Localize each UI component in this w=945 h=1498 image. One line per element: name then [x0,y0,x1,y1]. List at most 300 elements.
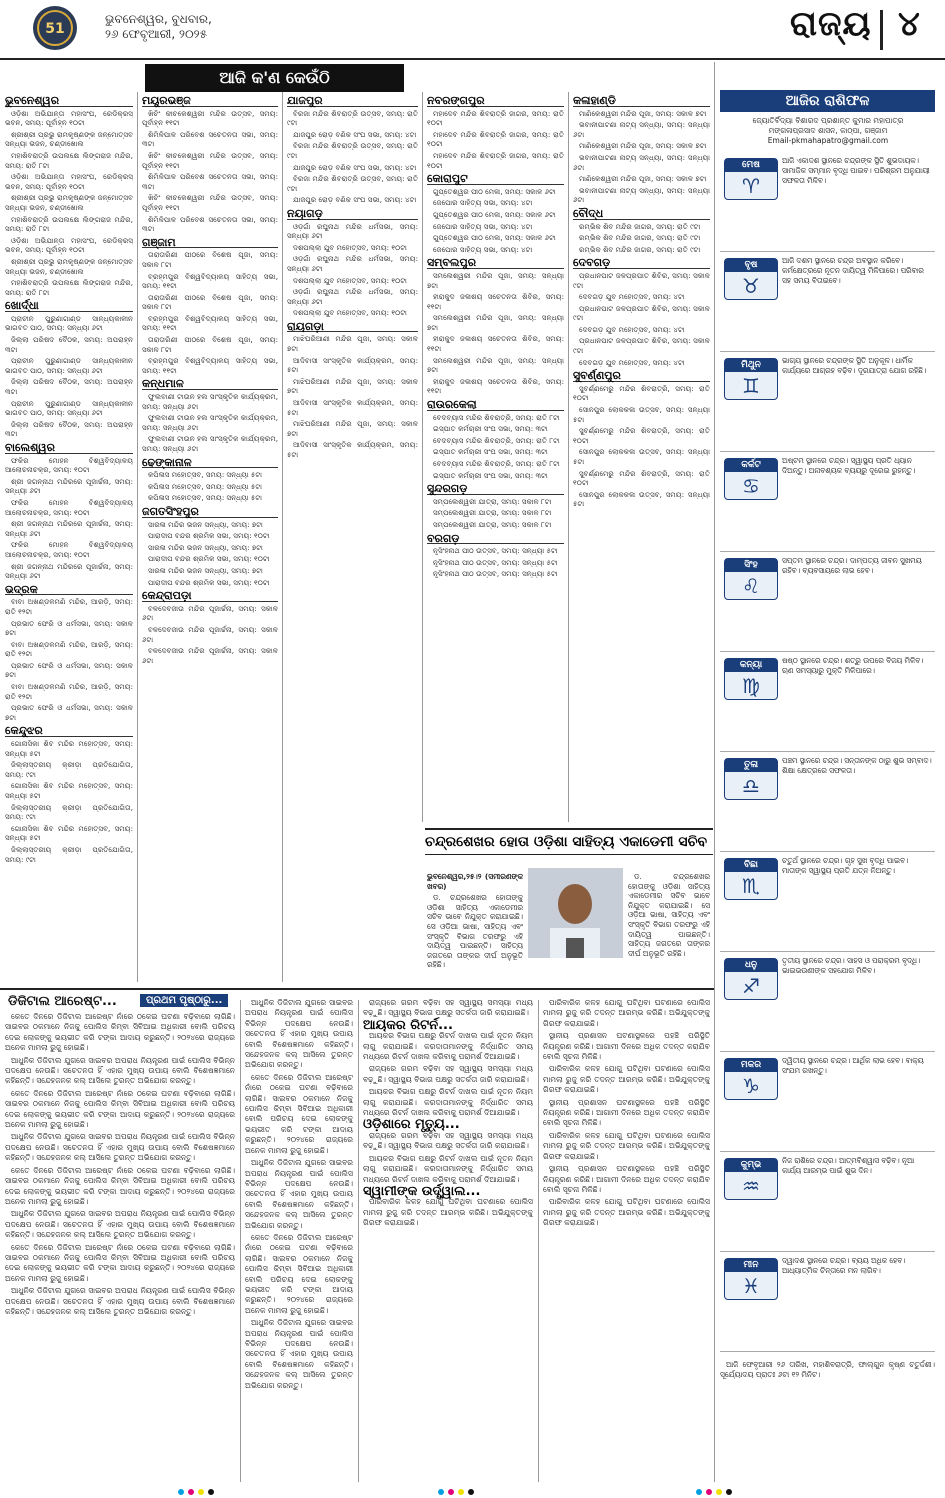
event-item: ବେଦବ୍ୟାସ ମନ୍ଦିର ଶିବରାତ୍ରି, ସମୟ: ରାତି ୮ଟା [433,435,560,445]
event-item: ମହାଦେବ ମନ୍ଦିର ଶିବରାତ୍ରି ଜାଗର, ସମୟ: ରାତି ୧୦ଟା [427,150,564,170]
event-item: ଗୋନାସିକା ଶିବ ମନ୍ଦିର ମହୋତ୍ସବ, ସମୟ: ସନ୍ଧ୍ୟା ୫ଟା [5,823,133,843]
rashi-prediction: ଆଜି ଦଶମ ସ୍ଥାନରେ ଚନ୍ଦ୍ର ଅବସ୍ଥାନ କରିବେ। କର୍ମକ୍ଷେତ୍ରରେ ନୂତନ ଦାୟିତ୍ୱ ମିଳିପାରେ। ପରିବାର ସହ ସମୟ ବିତାଇବେ। [782,256,924,285]
event-item: ଇସ୍ପାତ କର୍ମଚାରୀ ସଂଘ ସଭା, ସମୟ: ୩ଟା [433,447,548,457]
cyan-mark [178,1489,184,1495]
bottom-paragraph: କେତେ ଦିନରେ ଡିଜିଟାଲ ଆରେଷ୍ଟ ନାଁରେ ଠକେଇ ଘଟଣା ବଢ଼ିବାରେ ଲାଗିଛି। ସାଇବର ଠକମାନେ ନିଜକୁ ପୋଲିସ କିମ୍ବା ସିବିଆଇ ଅଧିକାରୀ ବୋଲି ପରିଚୟ ଦେଇ ଲୋକଙ୍କୁ ଭୟଭୀତ କରି ଟଙ୍କା ଆଦାୟ କରୁଛନ୍ତି। ୨୦୨୪ରେ ରାଜ୍ୟରେ ଅନେକ ମାମଲା ରୁଜୁ ହୋଇଛି। [5,1242,235,1283]
event-item: ପ୍ରଭାତ ଫେରି ଓ ଧର୍ମସଭା, ସମୟ: ସକାଳ ୭ଟା [5,703,133,722]
zodiac-glyph-icon: ♐ [742,974,760,998]
subheading-husband: ସ୍ୱାମୀଙ୍କ ଉର୍ଦ୍ଧ୍ୱାଲ... [363,1183,481,1199]
bottom-paragraph: କେତେ ଦିନରେ ଡିଜିଟାଲ ଆରେଷ୍ଟ ନାଁରେ ଠକେଇ ଘଟଣା ବଢ଼ିବାରେ ଲାଗିଛି। ସାଇବର ଠକମାନେ ନିଜକୁ ପୋଲିସ କିମ୍ବା ସିବିଆଇ ଅଧିକାରୀ ବୋଲି ପରିଚୟ ଦେଇ ଲୋକଙ୍କୁ ଭୟଭୀତ କରି ଟଙ୍କା ଆଦାୟ କରୁଛନ୍ତି। ୨୦୨୪ରେ ରାଜ୍ୟରେ ଅନେକ ମାମଲା ରୁଜୁ ହୋଇଛି। [245,1072,353,1155]
event-item: ବ୍ରହ୍ମପୁର ବିଶ୍ୱବିଦ୍ୟାଳୟ ସାହିତ୍ୟ ସଭା, ସମୟ: ୧୧ଟା [142,313,278,333]
zodiac-icon [724,858,778,900]
rashi-prediction: ଦ୍ୱିତୀୟ ସ୍ଥାନରେ ଚନ୍ଦ୍ର। ଆର୍ଥିକ ଲାଭ ହେବ। ବାକ୍ୟ ସଂଯମ ରଖନ୍ତୁ। [782,1056,924,1075]
event-item: ଫକିର ମୋହନ ବିଶ୍ୱବିଦ୍ୟାଳୟ ଆଲୋଚନାଚକ୍ର, ସମୟ: ୧୦ଟା [5,497,133,517]
district-heading: କନ୍ଧମାଳ [142,379,278,390]
event-item: ଆଦିବାସୀ ସାଂସ୍କୃତିକ କାର୍ଯ୍ୟକ୍ରମ, ସମୟ: ୫ଟା [287,355,418,375]
title-divider [880,10,883,50]
district-heading: ସୁବର୍ଣ୍ଣପୁର [573,371,710,382]
rashi-prediction: ନିଜ ରାଶିରେ ଚନ୍ଦ୍ର। ଆତ୍ମବିଶ୍ୱାସ ବଢ଼ିବ। ନୂଆ କାର୍ଯ୍ୟ ଆରମ୍ଭ ପାଇଁ ଶୁଭ ଦିନ। [782,1156,915,1175]
bottom-paragraph: ପାରିବାରିକ କଳହ ଯୋଗୁ ଘଟିଥିବା ଘଟଣାରେ ପୋଲିସ ମାମଲା ରୁଜୁ କରି ତଦନ୍ତ ଆରମ୍ଭ କରିଛି। ଅଭିଯୁକ୍ତଙ୍କୁ ଗିରଫ କରାଯାଇଛି। [363,1197,533,1228]
rashi-prediction: ଦ୍ୱାଦଶ ସ୍ଥାନରେ ଚନ୍ଦ୍ର। ବ୍ୟୟ ଅଧିକ ହେବ। ଆଧ୍ୟାତ୍ମିକ ଚିନ୍ତାରେ ମନ ଲାଗିବ। [782,1256,906,1275]
event-item: ଭବାନୀପାଟଣା ନାଟ୍ୟ ସନ୍ଧ୍ୟା, ସମୟ: ସନ୍ଧ୍ୟା ୬ଟା [573,152,710,172]
event-item: ସାରଳା ମନ୍ଦିର ଭଜନ ସନ୍ଧ୍ୟା, ସମୟ: ୭ଟା [148,519,263,529]
event-item: ଜେପୋର ସାହିତ୍ୟ ସଭା, ସମୟ: ୪ଟା [433,221,533,231]
rashi-name: ମିଥୁନ [725,359,777,372]
astrologer-address: ମଙ୍ଗଳାପ୍ରସାଦ ଶାସନ, କାଠ୍ପା, ଗଞ୍ଜାମ [768,126,888,135]
rashi-prediction: ଷଷ୍ଠ ସ୍ଥାନରେ ଚନ୍ଦ୍ର। ଶତ୍ରୁ ଉପରେ ବିଜୟ ମିଳିବ। ଋଣ ସମସ୍ୟାରୁ ମୁକ୍ତି ମିଳିପାରେ। [782,656,924,675]
event-item: ଯାଜପୁର ରୋଡ଼ ବଣିକ ସଂଘ ସଭା, ସମୟ: ୪ଟା [293,195,417,205]
event-item: ଗୋନାସିକା ଶିବ ମନ୍ଦିର ମହୋତ୍ସବ, ସମୟ: ସନ୍ଧ୍ୟା ୫ଟା [5,781,133,800]
rashi-prediction: ଆଜି ଏକାଦଶ ସ୍ଥାନରେ ଚନ୍ଦ୍ରଙ୍କ ସ୍ଥିତି ଶୁଭଦାୟକ। ସାମାଜିକ ସମ୍ମାନ ବୃଦ୍ଧି ପାଇବ। ପରିଶ୍ରମ ଅନୁଯାୟୀ ସଫଳତା ମିଳିବ। [782,156,930,185]
event-item: ପାରାଦୀପ ବନ୍ଦର ଶ୍ରମିକ ସଭା, ସମୟ: ୧୦ଟା [148,554,270,564]
astrologer-info [722,116,934,146]
event-item: ଦଶପଲ୍ଲା ଯୁବ ମହୋତ୍ସବ, ସମୟ: ୧୦ଟା [293,242,407,252]
column-rule [358,1000,359,1482]
event-item: ପ୍ରଧାନପାଟ ଜଳପ୍ରପାତ ଶିବିର, ସମୟ: ସକାଳ ୯ଟା [573,303,710,323]
district-heading: ଗଞ୍ଜାମ [142,238,278,249]
zodiac-icon [724,458,778,500]
district-heading: ବରଗଡ଼ [427,534,564,545]
column-rule [568,92,569,822]
rashi-block [720,354,935,450]
event-item: ମହାଶିବରାତ୍ରି ଉପଲକ୍ଷେ ଲିଙ୍ଗରାଜ ମନ୍ଦିର, ସମୟ: ରାତି ୮ଟା [5,278,133,297]
issue-date [105,12,212,42]
event-item: ବ୍ରହ୍ମପୁର ବିଶ୍ୱବିଦ୍ୟାଳୟ ସାହିତ୍ୟ ସଭା, ସମୟ: ୧୧ଟା [142,271,278,291]
event-item: ମାଣିକେଶ୍ୱରୀ ମନ୍ଦିର ପୂଜା, ସମୟ: ସକାଳ ୭ଟା [579,141,707,151]
event-item: ରମ୍ଭିକ ଶିବ ମନ୍ଦିର ଜାଗର, ସମୟ: ରାତି ୯ଟା [579,233,701,243]
magenta-mark [448,1489,454,1495]
event-item: ମହାଶିବରାତ୍ରି ଉପଲକ୍ଷେ ଲିଙ୍ଗରାଜ ମନ୍ଦିର, ସମୟ: ରାତି ୮ଟା [5,214,133,234]
rashi-block [720,454,935,550]
black-mark [468,1489,474,1495]
event-item: ଦଶପଲ୍ଲା ଯୁବ ମହୋତ୍ସବ, ସମୟ: ୧୦ଟା [293,275,407,285]
rashi-divider [720,1051,935,1052]
event-item: ବଳଦେବଜୀଉ ମନ୍ଦିର ପୂଜାର୍ଚ୍ଚନା, ସମୟ: ସକାଳ ୬ଟା [142,646,278,665]
event-item: ଜିଲ୍ଲାସ୍ତରୀୟ କ୍ରୀଡ଼ା ପ୍ରତିଯୋଗିତା, ସମୟ: ୯ଟା [5,844,133,864]
bottom-paragraph: ପାରିବାରିକ କଳହ ଯୋଗୁ ଘଟିଥିବା ଘଟଣାରେ ପୋଲିସ ମାମଲା ରୁଜୁ କରି ତଦନ୍ତ ଆରମ୍ଭ କରିଛି। ଅଭିଯୁକ୍ତଙ୍କୁ ଗିରଫ କରାଯାଇଛି। [543,998,710,1028]
event-item: ମହାଦେବ ମନ୍ଦିର ଶିବରାତ୍ରି ଜାଗର, ସମୟ: ରାତି ୧୦ଟା [427,129,564,149]
subheading-income-tax: ଆୟକର ରିଟର୍ନ... [363,1017,453,1033]
event-item: ମହାଦେବ ମନ୍ଦିର ଶିବରାତ୍ରି ଜାଗର, ସମୟ: ରାତି ୧୦ଟା [427,108,564,128]
zodiac-icon [724,558,778,600]
bottom-column-2 [245,998,353,1482]
event-item: ଓଡ଼ଗାଁ ରଘୁନାଥ ମନ୍ଦିର ଧର୍ମସଭା, ସମୟ: ସନ୍ଧ୍ୟା ୬ଟା [287,254,418,273]
event-item: କପିଳାସ ମହୋତ୍ସବ, ସମୟ: ସନ୍ଧ୍ୟା ୫ଟା [148,470,263,480]
events-column-1 [5,92,133,987]
events-banner: ଆଜି କ'ଣ କେଉଁଠି [145,64,404,92]
bottom-paragraph: କେତେ ଦିନରେ ଡିଜିଟାଲ ଆରେଷ୍ଟ ନାଁରେ ଠକେଇ ଘଟଣା ବଢ଼ିବାରେ ଲାଗିଛି। ସାଇବର ଠକମାନେ ନିଜକୁ ପୋଲିସ କିମ୍ବା ସିବିଆଇ ଅଧିକାରୀ ବୋଲି ପରିଚୟ ଦେଇ ଲୋକଙ୍କୁ ଭୟଭୀତ କରି ଟଙ୍କା ଆଦାୟ କରୁଛନ୍ତି। ୨୦୨୪ରେ ରାଜ୍ୟରେ ଅନେକ ମାମଲା ରୁଜୁ ହୋଇଛି। [5,1088,235,1130]
event-item: ଭବାନୀପାଟଣା ନାଟ୍ୟ ସନ୍ଧ୍ୟା, ସମୟ: ସନ୍ଧ୍ୟା ୬ଟା [573,185,710,205]
bottom-paragraph: କେତେ ଦିନରେ ଡିଜିଟାଲ ଆରେଷ୍ଟ ନାଁରେ ଠକେଇ ଘଟଣା ବଢ଼ିବାରେ ଲାଗିଛି। ସାଇବର ଠକମାନେ ନିଜକୁ ପୋଲିସ କିମ୍ବା ସିବିଆଇ ଅଧିକାରୀ ବୋଲି ପରିଚୟ ଦେଇ ଲୋକଙ୍କୁ ଭୟଭୀତ କରି ଟଙ୍କା ଆଦାୟ କରୁଛନ୍ତି। ୨୦୨୪ରେ ରାଜ୍ୟରେ ଅନେକ ମାମଲା ରୁଜୁ ହୋଇଛି। [5,1165,235,1206]
district-heading: ଢେଙ୍କାନାଳ [142,458,278,469]
zodiac-glyph-icon: ♌ [742,574,760,598]
black-mark [208,1489,214,1495]
event-item: ନୃସିଂହନାଥ ପୀଠ ଉତ୍ସବ, ସମୟ: ସନ୍ଧ୍ୟା ୫ଟା [433,546,558,556]
event-item: ଶ୍ରୀ ଜଗନ୍ନାଥ ମନ୍ଦିରରେ ପୂଜାର୍ଚ୍ଚନା, ସମୟ: ସନ୍ଧ୍ୟା ୬ଟା [5,561,133,581]
rashi-prediction: ଅଷ୍ଟମ ସ୍ଥାନରେ ଚନ୍ଦ୍ର। ସ୍ୱାସ୍ଥ୍ୟ ପ୍ରତି ଧ୍ୟାନ ଦିଅନ୍ତୁ। ଅନାବଶ୍ୟକ ବ୍ୟୟରୁ ଦୂରେଇ ରୁହନ୍ତୁ। [782,456,916,475]
bottom-paragraph: ଆଧୁନିକ ଡିଜିଟାଲ ଯୁଗରେ ସାଇବର ଅପରାଧ ନିୟନ୍ତ୍ରଣ ପାଇଁ ପୋଲିସ ବିଭିନ୍ନ ପଦକ୍ଷେପ ନେଉଛି। ସଚେତନତା ହିଁ ଏହାର ମୁଖ୍ୟ ଉପାୟ ବୋଲି ବିଶେଷଜ୍ଞମାନେ କହିଛନ୍ତି। ସନ୍ଦେହଜନକ କଲ୍ ଆସିଲେ ତୁରନ୍ତ ଅଭିଯୋଗ କରନ୍ତୁ। [5,1055,235,1086]
event-item: ସମ୍ପଲେଶ୍ୱରୀ ଯାତ୍ରା, ସମୟ: ସକାଳ ୮ଟା [433,519,552,529]
rashi-name: ତୁଳା [725,759,777,772]
event-item: ବାବା ଅଖଣ୍ଡଳମଣି ମନ୍ଦିର, ଆରଡ଼ି, ସମୟ: ରାତି ୧୨ଟା [5,682,133,701]
rashi-block [720,1154,935,1250]
yellow-mark [458,1489,464,1495]
event-item: ଓଡ଼ିଶା ଅଭିଯାନ୍ତା ମହାସଂଘ, ରେଡିକ୍ରସ୍ ଭବନ, ସମୟ: ପୂର୍ବାହ୍ନ ୧୦ଟା [5,108,133,128]
event-item: ଜେପୋର ସାହିତ୍ୟ ସଭା, ସମୟ: ୪ଟା [433,198,533,208]
date-line1: ଭୁବନେଶ୍ୱର, ବୁଧବାର, [105,12,212,26]
rashi-divider [720,351,935,352]
zodiac-icon [724,1158,778,1200]
yellow-mark [198,1489,204,1495]
bottom-paragraph: ଆୟକର ବିଭାଗ ପକ୍ଷରୁ ରିଟର୍ନ ଦାଖଲ ପାଇଁ ନୂତନ ନିୟମ ଲାଗୁ କରାଯାଇଛି। କରଦାତାମାନଙ୍କୁ ନିର୍ଦ୍ଧାରିତ ସମୟ ମଧ୍ୟରେ ରିଟର୍ନ ଦାଖଲ କରିବାକୁ ପରାମର୍ଶ ଦିଆଯାଇଛି। [363,1153,533,1184]
event-item: ହୀରାକୁଦ ଜଳାଶୟ ସଚେତନତା ଶିବିର, ସମୟ: ୧୧ଟା [427,292,564,311]
event-item: ସୋନପୁର ଲୋକକଳା ଉତ୍ସବ, ସମୟ: ସନ୍ଧ୍ୟା ୫ଟା [573,405,710,424]
zodiac-glyph-icon: ♊ [742,374,760,398]
event-item: ବିରଜା ମନ୍ଦିର ଶିବରାତ୍ରି ଉତ୍ସବ, ସମୟ: ରାତି ୯ଟା [287,174,418,193]
event-item: ସମ୍ପଲେଶ୍ୱରୀ ଯାତ୍ରା, ସମୟ: ସକାଳ ୮ଟା [433,508,552,518]
rashi-name: କୁମ୍ଭ [725,1159,777,1172]
magenta-mark [188,1489,194,1495]
story-body-cont: ଡ. ଚନ୍ଦ୍ରଶେଖର ହୋତାଙ୍କୁ ଓଡ଼ିଶା ସାହିତ୍ୟ ଏକାଡେମୀର ସଚିବ ଭାବେ ନିଯୁକ୍ତ କରାଯାଇଛି। ସେ ଓଡ଼ିଆ ଭାଷା, ସାହିତ୍ୟ ଏବଂ ସଂସ୍କୃତି ବିଭାଗ ତରଫରୁ ଏହି ଦାୟିତ୍ୱ ପାଇଛନ୍ତି। ସାହିତ୍ୟ ଜଗତରେ ତାଙ୍କର ଦୀର୍ଘ ଅନୁଭୂତି ରହିଛି। [628,872,710,958]
events-column-4 [427,92,564,822]
bottom-column-3 [363,998,533,1482]
event-item: ଶିମିଳିପାଳ ପରିବେଶ ସଚେତନତା ସଭା, ସମୟ: ୩ଟା [142,214,278,234]
subheading-odisha-death: ଓଡ଼ିଶାରେ ମୃତ୍ୟୁ... [363,1117,460,1133]
rashi-prediction: ତୃତୀୟ ସ୍ଥାନରେ ଚନ୍ଦ୍ର। ସାହସ ଓ ପରାକ୍ରମ ବୃଦ୍ଧି। ଭାଇଭଉଣୀଙ୍କ ସହଯୋଗ ମିଳିବ। [782,956,921,975]
event-item: ପ୍ରାଚୀନ ପୁରୁଣାଗାଣ୍ଡ ସାନ୍ଧ୍ୟକାଳୀନ ଭାଗବତ ପାଠ, ସମୟ: ସନ୍ଧ୍ୟା ୬ଟା [5,356,133,375]
events-column-2 [142,92,278,987]
event-item: ଇସ୍ପାତ କର୍ମଚାରୀ ସଂଘ ସଭା, ସମୟ: ୩ଟା [433,470,548,480]
event-item: ଦେବଗଡ଼ ଯୁବ ମହୋତ୍ସବ, ସମୟ: ୪ଟା [579,292,685,302]
event-item: ଶ୍ରୀ ଜଗନ୍ନାଥ ମନ୍ଦିରରେ ପୂଜାର୍ଚ୍ଚନା, ସମୟ: ସନ୍ଧ୍ୟା ୬ଟା [5,476,133,496]
rashi-divider [720,1351,935,1352]
event-item: ପ୍ରଧାନପାଟ ଜଳପ୍ରପାତ ଶିବିର, ସମୟ: ସକାଳ ୯ଟା [573,336,710,356]
rashi-divider [720,251,935,252]
district-heading: ରାଉରକେଲା [427,400,564,411]
event-item: ଜିଲ୍ଲା ପରିଷଦ ବୈଠକ, ସମୟ: ଅପରାହ୍ନ ୩ଟା [5,377,133,397]
continued-tag: ପ୍ରଥମ ପୃଷ୍ଠାରୁ... [140,994,228,1007]
zodiac-icon [724,358,778,400]
bottom-paragraph: କେତେ ଦିନରେ ଡିଜିଟାଲ ଆରେଷ୍ଟ ନାଁରେ ଠକେଇ ଘଟଣା ବଢ଼ିବାରେ ଲାଗିଛି। ସାଇବର ଠକମାନେ ନିଜକୁ ପୋଲିସ କିମ୍ବା ସିବିଆଇ ଅଧିକାରୀ ବୋଲି ପରିଚୟ ଦେଇ ଲୋକଙ୍କୁ ଭୟଭୀତ କରି ଟଙ୍କା ଆଦାୟ କରୁଛନ୍ତି। ୨୦୨୪ରେ ରାଜ୍ୟରେ ଅନେକ ମାମଲା ରୁଜୁ ହୋଇଛି। [5,1012,235,1053]
masthead [0,0,945,60]
event-item: ସମଲେଶ୍ୱରୀ ମନ୍ଦିର ପୂଜା, ସମୟ: ସନ୍ଧ୍ୟା ୭ଟା [427,270,564,290]
bottom-paragraph: କେତେ ଦିନରେ ଡିଜିଟାଲ ଆରେଷ୍ଟ ନାଁରେ ଠକେଇ ଘଟଣା ବଢ଼ିବାରେ ଲାଗିଛି। ସାଇବର ଠକମାନେ ନିଜକୁ ପୋଲିସ କିମ୍ବା ସିବିଆଇ ଅଧିକାରୀ ବୋଲି ପରିଚୟ ଦେଇ ଲୋକଙ୍କୁ ଭୟଭୀତ କରି ଟଙ୍କା ଆଦାୟ କରୁଛନ୍ତି। ୨୦୨୪ରେ ରାଜ୍ୟରେ ଅନେକ ମାମଲା ରୁଜୁ ହୋଇଛି। [245,1232,353,1315]
event-item: ମାଝିଘରିଆଣୀ ମନ୍ଦିର ପୂଜା, ସମୟ: ସକାଳ ୭ଟା [287,419,418,438]
rashi-block [720,654,935,750]
event-item: ଫକିର ମୋହନ ବିଶ୍ୱବିଦ୍ୟାଳୟ ଆଲୋଚନାଚକ୍ର, ସମୟ: ୧୦ଟା [5,540,133,559]
page-number: ୪ [898,4,920,44]
svg-text:51: 51 [45,21,65,37]
bottom-paragraph: ପାରିବାରିକ କଳହ ଯୋଗୁ ଘଟିଥିବା ଘଟଣାରେ ପୋଲିସ ମାମଲା ରୁଜୁ କରି ତଦନ୍ତ ଆରମ୍ଭ କରିଛି। ଅଭିଯୁକ୍ତଙ୍କୁ ଗିରଫ କରାଯାଇଛି। [543,1130,710,1161]
story-body: ଡ. ଚନ୍ଦ୍ରଶେଖର ହୋତାଙ୍କୁ ଓଡ଼ିଶା ସାହିତ୍ୟ ଏକାଡେମୀର ସଚିବ ଭାବେ ନିଯୁକ୍ତ କରାଯାଇଛି। ସେ ଓଡ଼ିଆ ଭାଷା, ସାହିତ୍ୟ ଏବଂ ସଂସ୍କୃତି ବିଭାଗ ତରଫରୁ ଏହି ଦାୟିତ୍ୱ ପାଇଛନ୍ତି। ସାହିତ୍ୟ ଜଗତରେ ତାଙ୍କର ଦୀର୍ଘ ଅନୁଭୂତି ରହିଛି। [427,893,523,970]
district-heading: ଜଗତସିଂହପୁର [142,507,278,518]
astrologer-name: ଜ୍ୟୋତିର୍ବିଦ୍ୟା ବିଶାରଦ ପ୍ରଶାନ୍ତ କୁମାର ମହାପାତ୍ର [752,116,904,125]
bottom-paragraph: ରାଜ୍ୟରେ ଗରମ ବଢ଼ିବା ସହ ସ୍ୱାସ୍ଥ୍ୟ ସମସ୍ୟା ମଧ୍ୟ ବଢ଼ୁଛି। ସ୍ୱାସ୍ଥ୍ୟ ବିଭାଗ ପକ୍ଷରୁ ସତର୍କତା ଜାରି କରାଯାଇଛି। [363,998,533,1018]
story-text-right [628,872,710,982]
event-item: ରମ୍ଭିକ ଶିବ ମନ୍ଦିର ଜାଗର, ସମୟ: ରାତି ୯ଟା [579,244,701,254]
bottom-paragraph: ଆଧୁନିକ ଡିଜିଟାଲ ଯୁଗରେ ସାଇବର ଅପରାଧ ନିୟନ୍ତ୍ରଣ ପାଇଁ ପୋଲିସ ବିଭିନ୍ନ ପଦକ୍ଷେପ ନେଉଛି। ସଚେତନତା ହିଁ ଏହାର ମୁଖ୍ୟ ଉପାୟ ବୋଲି ବିଶେଷଜ୍ଞମାନେ କହିଛନ୍ତି। ସନ୍ଦେହଜନକ କଲ୍ ଆସିଲେ ତୁରନ୍ତ ଅଭିଯୋଗ କରନ୍ତୁ। [245,1158,353,1230]
column-rule [240,1000,241,1482]
event-item: ତାରାତାରିଣୀ ପୀଠରେ ବିଶେଷ ପୂଜା, ସମୟ: ସକାଳ ୮ଟା [142,335,278,354]
event-item: ପ୍ରଧାନପାଟ ଜଳପ୍ରପାତ ଶିବିର, ସମୟ: ସକାଳ ୯ଟା [573,270,710,290]
event-item: ରମ୍ଭିକ ଶିବ ମନ୍ଦିର ଜାଗର, ସମୟ: ରାତି ୯ଟା [579,221,701,231]
event-item: ସୁବର୍ଣ୍ଣମେରୁ ମନ୍ଦିର ଶିବରାତ୍ରି, ସମୟ: ରାତି ୧୦ଟା [573,426,710,445]
rashi-prediction: ଚତୁର୍ଥ ସ୍ଥାନରେ ଚନ୍ଦ୍ର। ଗୃହ ସୁଖ ବୃଦ୍ଧି ପାଇବ। ମାତାଙ୍କ ସ୍ୱାସ୍ଥ୍ୟ ପ୍ରତି ଯତ୍ନ ନିଅନ୍ତୁ। [782,856,909,875]
event-item: ସୁବର୍ଣ୍ଣମେରୁ ମନ୍ଦିର ଶିବରାତ୍ରି, ସମୟ: ରାତି ୧୦ଟା [573,468,710,488]
event-item: ସୁବର୍ଣ୍ଣମେରୁ ମନ୍ଦିର ଶିବରାତ୍ରି, ସମୟ: ରାତି ୧୦ଟା [573,383,710,403]
district-heading: ସୁନ୍ଦରଗଡ଼ [427,484,564,495]
event-item: ଜିଲ୍ଲାସ୍ତରୀୟ କ୍ରୀଡ଼ା ପ୍ରତିଯୋଗିତା, ସମୟ: ୯ଟା [5,802,133,822]
district-heading: ଖୋର୍ଦ୍ଧା [5,301,133,312]
zodiac-icon [724,1058,778,1100]
cyan-mark [696,1489,702,1495]
bottom-paragraph: ରାଜ୍ୟରେ ଗରମ ବଢ଼ିବା ସହ ସ୍ୱାସ୍ଥ୍ୟ ସମସ୍ୟା ମଧ୍ୟ ବଢ଼ୁଛି। ସ୍ୱାସ୍ଥ୍ୟ ବିଭାଗ ପକ୍ଷରୁ ସତର୍କତା ଜାରି କରାଯାଇଛି। [363,1130,533,1151]
bottom-column-4 [543,998,710,1482]
rashi-divider [720,1251,935,1252]
bottom-paragraph: ଆୟକର ବିଭାଗ ପକ୍ଷରୁ ରିଟର୍ନ ଦାଖଲ ପାଇଁ ନୂତନ ନିୟମ ଲାଗୁ କରାଯାଇଛି। କରଦାତାମାନଙ୍କୁ ନିର୍ଦ୍ଧାରିତ ସମୟ ମଧ୍ୟରେ ରିଟର୍ନ ଦାଖଲ କରିବାକୁ ପରାମର୍ଶ ଦିଆଯାଇଛି। [363,1031,533,1062]
print-color-marks [0,1486,945,1498]
event-item: ଦେବଗଡ଼ ଯୁବ ମହୋତ୍ସବ, ସମୟ: ୪ଟା [579,324,685,334]
zodiac-glyph-icon: ♒ [742,1174,760,1198]
logo [26,3,84,53]
bottom-paragraph: ଆଧୁନିକ ଡିଜିଟାଲ ଯୁଗରେ ସାଇବର ଅପରାଧ ନିୟନ୍ତ୍ରଣ ପାଇଁ ପୋଲିସ ବିଭିନ୍ନ ପଦକ୍ଷେପ ନେଉଛି। ସଚେତନତା ହିଁ ଏହାର ମୁଖ୍ୟ ଉପାୟ ବୋଲି ବିଶେଷଜ୍ଞମାନେ କହିଛନ୍ତି। ସନ୍ଦେହଜନକ କଲ୍ ଆସିଲେ ତୁରନ୍ତ ଅଭିଯୋଗ କରନ୍ତୁ। [245,1318,353,1390]
rashi-divider [720,751,935,752]
district-heading: କଳାହାଣ୍ଡି [573,96,710,107]
rashi-prediction: ସପ୍ତମ ସ୍ଥାନରେ ଚନ୍ଦ୍ର। ଦାମ୍ପତ୍ୟ ଜୀବନ ସୁଖମୟ ରହିବ। ବ୍ୟବସାୟରେ ଲାଭ ହେବ। [782,556,922,575]
event-item: କପିଳାସ ମହୋତ୍ସବ, ସମୟ: ସନ୍ଧ୍ୟା ୫ଟା [148,493,263,503]
rashi-divider [720,551,935,552]
event-item: ସାରଳା ମନ୍ଦିର ଭଜନ ସନ୍ଧ୍ୟା, ସମୟ: ୭ଟା [148,565,263,575]
zodiac-glyph-icon: ♋ [742,474,760,498]
event-item: ହୀରାକୁଦ ଜଳାଶୟ ସଚେତନତା ଶିବିର, ସମୟ: ୧୧ଟା [427,376,564,396]
event-item: ନୃସିଂହନାଥ ପୀଠ ଉତ୍ସବ, ସମୟ: ସନ୍ଧ୍ୟା ୫ଟା [433,569,558,579]
event-item: ଫୁଲବାଣୀ ଟାଉନ ହଲ ସାଂସ୍କୃତିକ କାର୍ଯ୍ୟକ୍ରମ, ସମୟ: ସନ୍ଧ୍ୟା ୬ଟା [142,392,278,411]
rashi-block [720,1254,935,1350]
district-heading: କେନ୍ଦ୍ରାପଡ଼ା [142,591,278,602]
zodiac-glyph-icon: ♎ [742,774,760,798]
event-item: ଶ୍ରୀଶ୍ରୀ ପ୍ରଭୁ ରାମକୃଷ୍ଣଙ୍କ ଜନ୍ମୋତ୍ସବ ସନ୍ଧ୍ୟା ଭଜନ, ଚଣ୍ଡୀଖୋଲ [5,129,133,149]
zodiac-icon [724,158,778,200]
event-item: ଯାଜପୁର ରୋଡ଼ ବଣିକ ସଂଘ ସଭା, ସମୟ: ୪ଟା [293,129,417,139]
event-item: ଖିଚିଂ କୀଚକେଶ୍ୱରୀ ମନ୍ଦିର ଉତ୍ସବ, ସମୟ: ପୂର୍ବାହ୍ନ ୧୧ଟା [142,193,278,212]
event-item: ଓଡ଼ଗାଁ ରଘୁନାଥ ମନ୍ଦିର ଧର୍ମସଭା, ସମୟ: ସନ୍ଧ୍ୟା ୬ଟା [287,221,418,241]
rashi-name: କର୍କଟ [725,459,777,472]
district-heading: ନୟାଗଡ଼ [287,209,418,220]
event-item: ନୃସିଂହନାଥ ପୀଠ ଉତ୍ସବ, ସମୟ: ସନ୍ଧ୍ୟା ୫ଟା [433,557,558,567]
column-rule [137,92,138,982]
zodiac-glyph-icon: ♏ [742,874,760,898]
event-item: ମାଣିକେଶ୍ୱରୀ ମନ୍ଦିର ପୂଜା, ସମୟ: ସକାଳ ୭ଟା [579,108,707,118]
event-item: ବାବା ଅଖଣ୍ଡଳମଣି ମନ୍ଦିର, ଆରଡ଼ି, ସମୟ: ରାତି ୧୨ଟା [5,597,133,616]
district-heading: ରାୟଗଡ଼ା [287,322,418,333]
district-heading: କୋରାପୁଟ [427,174,564,185]
rashi-divider [720,651,935,652]
rashi-name: ବୃଷ [725,259,777,272]
rashi-block [720,154,935,250]
zodiac-icon [724,658,778,700]
event-item: ବଳଦେବଜୀଉ ମନ୍ଦିର ପୂଜାର୍ଚ୍ଚନା, ସମୟ: ସକାଳ ୬ଟା [142,603,278,623]
event-item: ଜେପୋର ସାହିତ୍ୟ ସଭା, ସମୟ: ୪ଟା [433,244,533,254]
zodiac-glyph-icon: ♉ [742,274,760,298]
event-item: ଫୁଲବାଣୀ ଟାଉନ ହଲ ସାଂସ୍କୃତିକ କାର୍ଯ୍ୟକ୍ରମ, ସମୟ: ସନ୍ଧ୍ୟା ୬ଟା [142,434,278,453]
zodiac-icon [724,258,778,300]
bottom-paragraph: ପାରିବାରିକ କଳହ ଯୋଗୁ ଘଟିଥିବା ଘଟଣାରେ ପୋଲିସ ମାମଲା ରୁଜୁ କରି ତଦନ୍ତ ଆରମ୍ଭ କରିଛି। ଅଭିଯୁକ୍ତଙ୍କୁ ଗିରଫ କରାଯାଇଛି। [543,1197,710,1228]
horoscope-heading: ଆଜିର ରାଶିଫଳ [720,90,935,112]
event-item: ବେଦବ୍ୟାସ ମନ୍ଦିର ଶିବରାତ୍ରି, ସମୟ: ରାତି ୮ଟା [433,459,560,468]
event-item: ଫୁଲବାଣୀ ଟାଉନ ହଲ ସାଂସ୍କୃତିକ କାର୍ଯ୍ୟକ୍ରମ, ସମୟ: ସନ୍ଧ୍ୟା ୬ଟା [142,413,278,432]
event-item: ବିରଜା ମନ୍ଦିର ଶିବରାତ୍ରି ଉତ୍ସବ, ସମୟ: ରାତି ୯ଟା [287,108,418,128]
event-item: ତାରାତାରିଣୀ ପୀଠରେ ବିଶେଷ ପୂଜା, ସମୟ: ସକାଳ ୮ଟା [142,250,278,269]
district-heading: ଯାଜପୁର [287,96,418,107]
event-item: ସାରଳା ମନ୍ଦିର ଭଜନ ସନ୍ଧ୍ୟା, ସମୟ: ୭ଟା [148,542,263,552]
event-item: ବଳଦେବଜୀଉ ମନ୍ଦିର ପୂଜାର୍ଚ୍ଚନା, ସମୟ: ସକାଳ ୬ଟା [142,624,278,644]
event-item: ପ୍ରଭାତ ଫେରି ଓ ଧର୍ମସଭା, ସମୟ: ସକାଳ ୭ଟା [5,660,133,680]
rashi-name: ଧନୁ [725,959,777,972]
black-mark [726,1489,732,1495]
event-item: ପ୍ରଭାତ ଫେରି ଓ ଧର୍ମସଭା, ସମୟ: ସକାଳ ୭ଟା [5,618,133,638]
event-item: ଇସ୍ପାତ କର୍ମଚାରୀ ସଂଘ ସଭା, ସମୟ: ୩ଟା [433,424,548,434]
person-photo-icon [528,868,623,958]
bottom-paragraph: ଆୟକର ବିଭାଗ ପକ୍ଷରୁ ରିଟର୍ନ ଦାଖଲ ପାଇଁ ନୂତନ ନିୟମ ଲାଗୁ କରାଯାଇଛି। କରଦାତାମାନଙ୍କୁ ନିର୍ଦ୍ଧାରିତ ସମୟ ମଧ୍ୟରେ ରିଟର୍ନ ଦାଖଲ କରିବାକୁ ପରାମର୍ଶ ଦିଆଯାଇଛି। [363,1087,533,1118]
event-item: ଶିମିଳିପାଳ ପରିବେଶ ସଚେତନତା ସଭା, ସମୟ: ୩ଟା [142,172,278,191]
event-item: ଖିଚିଂ କୀଚକେଶ୍ୱରୀ ମନ୍ଦିର ଉତ୍ସବ, ସମୟ: ପୂର୍ବାହ୍ନ ୧୧ଟା [142,108,278,128]
event-item: ଗୋନାସିକା ଶିବ ମନ୍ଦିର ମହୋତ୍ସବ, ସମୟ: ସନ୍ଧ୍ୟା ୫ଟା [5,739,133,758]
rashi-name: ମେଷ [725,159,777,172]
district-heading: ଦେବଗଡ଼ [573,258,710,269]
event-item: ଗୁପ୍ତେଶ୍ୱର ପୀଠ ମେଳା, ସମୟ: ସକାଳ ୬ଟା [433,233,556,243]
column-rule [538,1000,539,1482]
events-column-3 [287,92,418,987]
rashi-block [720,954,935,1050]
story-text-left [427,872,523,982]
rashi-block [720,854,935,950]
event-item: ଗୁପ୍ତେଶ୍ୱର ପୀଠ ମେଳା, ସମୟ: ସକାଳ ୬ଟା [433,209,556,219]
rashi-divider [720,1151,935,1152]
bottom-paragraph: ଆଧୁନିକ ଡିଜିଟାଲ ଯୁଗରେ ସାଇବର ଅପରାଧ ନିୟନ୍ତ୍ରଣ ପାଇଁ ପୋଲିସ ବିଭିନ୍ନ ପଦକ୍ଷେପ ନେଉଛି। ସଚେତନତା ହିଁ ଏହାର ମୁଖ୍ୟ ଉପାୟ ବୋଲି ବିଶେଷଜ୍ଞମାନେ କହିଛନ୍ତି। ସନ୍ଦେହଜନକ କଲ୍ ଆସିଲେ ତୁରନ୍ତ ଅଭିଯୋଗ କରନ୍ତୁ। [5,1132,235,1163]
event-item: ପ୍ରାଚୀନ ପୁରୁଣାଗାଣ୍ଡ ସାନ୍ଧ୍ୟକାଳୀନ ଭାଗବତ ପାଠ, ସମୟ: ସନ୍ଧ୍ୟା ୬ଟା [5,313,133,333]
event-item: ଖିଚିଂ କୀଚକେଶ୍ୱରୀ ମନ୍ଦିର ଉତ୍ସବ, ସମୟ: ପୂର୍ବାହ୍ନ ୧୧ଟା [142,150,278,170]
event-item: ଶ୍ରୀ ଜଗନ୍ନାଥ ମନ୍ଦିରରେ ପୂଜାର୍ଚ୍ଚନା, ସମୟ: ସନ୍ଧ୍ୟା ୬ଟା [5,519,133,538]
district-heading: ନବରଙ୍ଗପୁର [427,96,564,107]
rashi-prediction: ପଞ୍ଚମ ସ୍ଥାନରେ ଚନ୍ଦ୍ର। ସନ୍ତାନଙ୍କ ଠାରୁ ଶୁଭ ସମ୍ବାଦ। ଶିକ୍ଷା କ୍ଷେତ୍ରରେ ସଫଳତା। [782,756,932,775]
event-item: ସମ୍ପଲେଶ୍ୱରୀ ଯାତ୍ରା, ସମୟ: ସକାଳ ୮ଟା [433,496,552,506]
event-item: ଗୁପ୍ତେଶ୍ୱର ପୀଠ ମେଳା, ସମୟ: ସକାଳ ୬ଟା [433,186,556,196]
event-item: ହୀରାକୁଦ ଜଳାଶୟ ସଚେତନତା ଶିବିର, ସମୟ: ୧୧ଟା [427,334,564,354]
bottom-paragraph: ସ୍ଥାନୀୟ ପ୍ରଶାସନ ଘଟଣାସ୍ଥଳରେ ପହଞ୍ଚି ପରିସ୍ଥିତି ନିୟନ୍ତ୍ରଣ କରିଛି। ଆଗାମୀ ଦିନରେ ଅଧିକ ତଦନ୍ତ କରାଯିବ ବୋଲି ସୂଚନା ମିଳିଛି। [543,1164,710,1194]
magenta-mark [706,1489,712,1495]
rashi-name: କନ୍ୟା [725,659,777,672]
event-item: ଦେବଗଡ଼ ଯୁବ ମହୋତ୍ସବ, ସମୟ: ୪ଟା [579,357,685,367]
events-column-5 [573,92,710,822]
event-item: ସମଲେଶ୍ୱରୀ ମନ୍ଦିର ପୂଜା, ସମୟ: ସନ୍ଧ୍ୟା ୭ଟା [427,355,564,375]
column-rule [282,92,283,982]
rashi-block [720,254,935,350]
event-item: ତାରାତାରିଣୀ ପୀଠରେ ବିଶେଷ ପୂଜା, ସମୟ: ସକାଳ ୮ଟା [142,292,278,312]
event-item: ଶ୍ରୀଶ୍ରୀ ପ୍ରଭୁ ରାମକୃଷ୍ଣଙ୍କ ଜନ୍ମୋତ୍ସବ ସନ୍ଧ୍ୟା ଭଜନ, ଚଣ୍ଡୀଖୋଲ [5,256,133,276]
event-item: ପାରାଦୀପ ବନ୍ଦର ଶ୍ରମିକ ସଭା, ସମୟ: ୧୦ଟା [148,531,270,541]
event-item: ଓଡ଼ିଶା ଅଭିଯାନ୍ତା ମହାସଂଘ, ରେଡିକ୍ରସ୍ ଭବନ, ସମୟ: ପୂର୍ବାହ୍ନ ୧୦ଟା [5,172,133,191]
rashi-name: ମୀନ [725,1259,777,1272]
zodiac-glyph-icon: ♑ [742,1074,760,1098]
rashi-divider [720,951,935,952]
bottom-column-1 [5,1012,235,1482]
event-item: ଦଶପଲ୍ଲା ଯୁବ ମହୋତ୍ସବ, ସମୟ: ୧୦ଟା [293,308,407,318]
rashi-name: ମକର [725,1059,777,1072]
rashi-divider [720,451,935,452]
event-item: ମାଝିଘରିଆଣୀ ମନ୍ଦିର ପୂଜା, ସମୟ: ସକାଳ ୭ଟା [287,334,418,354]
event-item: ଓଡ଼ଗାଁ ରଘୁନାଥ ମନ୍ଦିର ଧର୍ମସଭା, ସମୟ: ସନ୍ଧ୍ୟା ୬ଟା [287,287,418,306]
rashi-name: ସିଂହ [725,559,777,572]
district-heading: ବୌଦ୍ଧ [573,209,710,220]
district-heading: ଭୁବନେଶ୍ୱର [5,96,133,107]
column-rule [714,62,715,1482]
bottom-headline: ଡିଜିଟାଲ ଆରେଷ୍ଟ... [8,994,117,1009]
rashi-block [720,754,935,850]
event-item: ଫକିର ମୋହନ ବିଶ୍ୱବିଦ୍ୟାଳୟ ଆଲୋଚନାଚକ୍ର, ସମୟ: ୧୦ଟା [5,455,133,475]
panjika-text: ଆଜି ଫେବୃଆରୀ ୨୬ ତାରିଖ, ମହାଶିବରାତ୍ରି, ଫାଲ୍ଗୁନ କୃଷ୍ଣ ଚତୁର୍ଦ୍ଦଶୀ। ସୂର୍ଯ୍ୟୋଦୟ ପ୍ରାତଃ ୬ଟା ୧୨ ମିନିଟ। [720,1360,935,1380]
zodiac-icon [724,1258,778,1300]
section-title: ରାଜ୍ୟ [790,4,872,44]
rashi-block [720,554,935,650]
section-rule [0,988,714,990]
event-item: ବାବା ଅଖଣ୍ଡଳମଣି ମନ୍ଦିର, ଆରଡ଼ି, ସମୟ: ରାତି ୧୨ଟା [5,639,133,659]
event-item: ଶିମିଳିପାଳ ପରିବେଶ ସଚେତନତା ସଭା, ସମୟ: ୩ଟା [142,129,278,149]
bottom-paragraph: ଆଧୁନିକ ଡିଜିଟାଲ ଯୁଗରେ ସାଇବର ଅପରାଧ ନିୟନ୍ତ୍ରଣ ପାଇଁ ପୋଲିସ ବିଭିନ୍ନ ପଦକ୍ଷେପ ନେଉଛି। ସଚେତନତା ହିଁ ଏହାର ମୁଖ୍ୟ ଉପାୟ ବୋଲି ବିଶେଷଜ୍ଞମାନେ କହିଛନ୍ତି। ସନ୍ଦେହଜନକ କଲ୍ ଆସିଲେ ତୁରନ୍ତ ଅଭିଯୋଗ କରନ୍ତୁ। [5,1209,235,1240]
rashi-prediction: ଭାଗ୍ୟ ସ୍ଥାନରେ ଚନ୍ଦ୍ରଙ୍କ ସ୍ଥିତି ଅନୁକୂଳ। ଧାର୍ମିକ କାର୍ଯ୍ୟରେ ଆଗ୍ରହ ବଢ଼ିବ। ଦୂରଯାତ୍ରା ଯୋଗ ରହିଛି। [782,356,927,375]
cyan-mark [438,1489,444,1495]
rashi-name: ବିଛା [725,859,777,872]
event-item: ସୋନପୁର ଲୋକକଳା ଉତ୍ସବ, ସମୟ: ସନ୍ଧ୍ୟା ୫ଟା [573,447,710,466]
astrologer-email: Email-pkmahapatro@gmail.com [767,136,889,145]
yellow-mark [716,1489,722,1495]
event-item: ପାରାଦୀପ ବନ୍ଦର ଶ୍ରମିକ ସଭା, ସମୟ: ୧୦ଟା [148,577,270,587]
event-item: ଆଦିବାସୀ ସାଂସ୍କୃତିକ କାର୍ଯ୍ୟକ୍ରମ, ସମୟ: ୫ଟା [287,398,418,417]
event-item: ମାଝିଘରିଆଣୀ ମନ୍ଦିର ପୂଜା, ସମୟ: ସକାଳ ୭ଟା [287,376,418,396]
zodiac-glyph-icon: ♍ [742,674,760,698]
event-item: ଭବାନୀପାଟଣା ନାଟ୍ୟ ସନ୍ଧ୍ୟା, ସମୟ: ସନ୍ଧ୍ୟା ୬ଟା [573,120,710,139]
event-item: ଜିଲ୍ଲାସ୍ତରୀୟ କ୍ରୀଡ଼ା ପ୍ରତିଯୋଗିତା, ସମୟ: ୯ଟା [5,760,133,779]
bottom-paragraph: ସ୍ଥାନୀୟ ପ୍ରଶାସନ ଘଟଣାସ୍ଥଳରେ ପହଞ୍ଚି ପରିସ୍ଥିତି ନିୟନ୍ତ୍ରଣ କରିଛି। ଆଗାମୀ ଦିନରେ ଅଧିକ ତଦନ୍ତ କରାଯିବ ବୋଲି ସୂଚନା ମିଳିଛି। [543,1031,710,1062]
district-heading: ବାଲେଶ୍ୱର [5,443,133,454]
panjika [720,1360,935,1480]
event-item: କପିଳାସ ମହୋତ୍ସବ, ସମୟ: ସନ୍ଧ୍ୟା ୫ଟା [148,481,263,491]
portrait-photo [528,868,623,958]
event-item: ସୋନପୁର ଲୋକକଳା ଉତ୍ସବ, ସମୟ: ସନ୍ଧ୍ୟା ୫ଟା [573,489,710,509]
rashi-divider [720,851,935,852]
bottom-paragraph: ରାଜ୍ୟରେ ଗରମ ବଢ଼ିବା ସହ ସ୍ୱାସ୍ଥ୍ୟ ସମସ୍ୟା ମଧ୍ୟ ବଢ଼ୁଛି। ସ୍ୱାସ୍ଥ୍ୟ ବିଭାଗ ପକ୍ଷରୁ ସତର୍କତା ଜାରି କରାଯାଇଛି। [363,1064,533,1084]
event-item: ଜିଲ୍ଲା ପରିଷଦ ବୈଠକ, ସମୟ: ଅପରାହ୍ନ ୩ଟା [5,335,133,354]
event-item: ଓଡ଼ିଶା ଅଭିଯାନ୍ତା ମହାସଂଘ, ରେଡିକ୍ରସ୍ ଭବନ, ସମୟ: ପୂର୍ବାହ୍ନ ୧୦ଟା [5,235,133,255]
district-heading: ସମ୍ବଲପୁର [427,258,564,269]
event-item: ସମଲେଶ୍ୱରୀ ମନ୍ଦିର ପୂଜା, ସମୟ: ସନ୍ଧ୍ୟା ୭ଟା [427,313,564,332]
district-heading: କେନ୍ଦୁଝର [5,726,133,737]
event-item: ଯାଜପୁର ରୋଡ଼ ବଣିକ ସଂଘ ସଭା, ସମୟ: ୪ଟା [293,162,417,172]
event-item: ବିରଜା ମନ୍ଦିର ଶିବରାତ୍ରି ଉତ୍ସବ, ସମୟ: ରାତି ୯ଟା [287,141,418,160]
event-item: ବ୍ରହ୍ମପୁର ବିଶ୍ୱବିଦ୍ୟାଳୟ ସାହିତ୍ୟ ସଭା, ସମୟ: ୧୧ଟା [142,356,278,375]
event-item: ମହାଶିବରାତ୍ରି ଉପଲକ୍ଷେ ଲିଙ୍ଗରାଜ ମନ୍ଦିର, ସମୟ: ରାତି ୮ଟା [5,150,133,170]
bottom-paragraph: ପାରିବାରିକ କଳହ ଯୋଗୁ ଘଟିଥିବା ଘଟଣାରେ ପୋଲିସ ମାମଲା ରୁଜୁ କରି ତଦନ୍ତ ଆରମ୍ଭ କରିଛି। ଅଭିଯୁକ୍ତଙ୍କୁ ଗିରଫ କରାଯାଇଛି। [543,1064,710,1095]
event-item: ବେଦବ୍ୟାସ ମନ୍ଦିର ଶିବରାତ୍ରି, ସମୟ: ରାତି ୮ଟା [433,412,560,422]
bottom-paragraph: ଆଧୁନିକ ଡିଜିଟାଲ ଯୁଗରେ ସାଇବର ଅପରାଧ ନିୟନ୍ତ୍ରଣ ପାଇଁ ପୋଲିସ ବିଭିନ୍ନ ପଦକ୍ଷେପ ନେଉଛି। ସଚେତନତା ହିଁ ଏହାର ମୁଖ୍ୟ ଉପାୟ ବୋଲି ବିଶେଷଜ୍ଞମାନେ କହିଛନ୍ତି। ସନ୍ଦେହଜନକ କଲ୍ ଆସିଲେ ତୁରନ୍ତ ଅଭିଯୋଗ କରନ୍ତୁ। [5,1286,235,1316]
event-item: ମାଣିକେଶ୍ୱରୀ ମନ୍ଦିର ପୂଜା, ସମୟ: ସକାଳ ୭ଟା [579,174,707,184]
column-rule [422,92,423,822]
rashi-block [720,1054,935,1150]
story-headline: ଚନ୍ଦ୍ରଶେଖର ହୋତା ଓଡ଼ିଶା ସାହିତ୍ୟ ଏକାଡେମୀ ସଚିବ [425,828,713,855]
zodiac-glyph-icon: ♈ [742,174,760,198]
bottom-paragraph: ଆଧୁନିକ ଡିଜିଟାଲ ଯୁଗରେ ସାଇବର ଅପରାଧ ନିୟନ୍ତ୍ରଣ ପାଇଁ ପୋଲିସ ବିଭିନ୍ନ ପଦକ୍ଷେପ ନେଉଛି। ସଚେତନତା ହିଁ ଏହାର ମୁଖ୍ୟ ଉପାୟ ବୋଲି ବିଶେଷଜ୍ଞମାନେ କହିଛନ୍ତି। ସନ୍ଦେହଜନକ କଲ୍ ଆସିଲେ ତୁରନ୍ତ ଅଭିଯୋଗ କରନ୍ତୁ। [245,998,353,1070]
bottom-paragraph: ସ୍ଥାନୀୟ ପ୍ରଶାସନ ଘଟଣାସ୍ଥଳରେ ପହଞ୍ଚି ପରିସ୍ଥିତି ନିୟନ୍ତ୍ରଣ କରିଛି। ଆଗାମୀ ଦିନରେ ଅଧିକ ତଦନ୍ତ କରାଯିବ ବୋଲି ସୂଚନା ମିଳିଛି। [543,1097,710,1128]
date-line2: ୨୬ ଫେବୃଆରୀ, ୨୦୨୫ [105,27,208,41]
